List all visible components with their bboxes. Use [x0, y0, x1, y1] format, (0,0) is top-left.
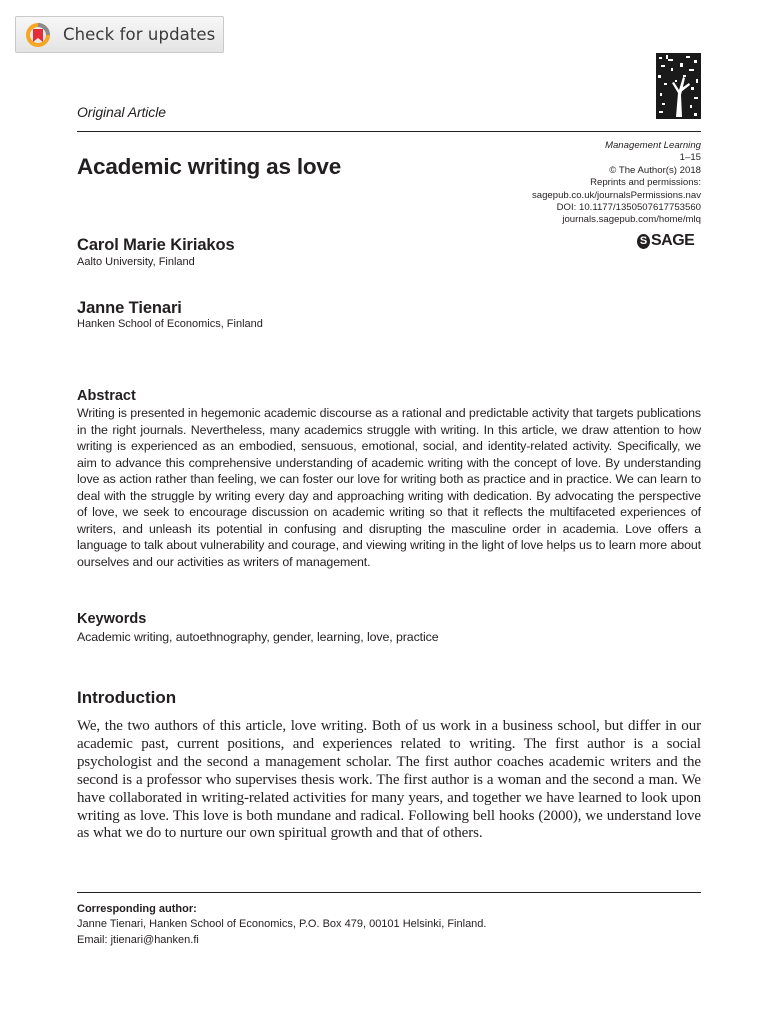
sage-logo: [637, 232, 694, 250]
abstract-text: Writing is presented in hegemonic academic discourse as a rational and predictable activity that targets publications in the right journals. Nevertheless, many academics struggle with writing. In this article, we draw attention to how writing is experienced as an embodied, sensuous, emotional, social, and identity-related activity. Specifically, we aim to advance this comprehensive understanding of academic writing with the concept of love. By understanding love as action rather than feeling, we can foster our love for writing both as practice and in practice. We can learn to deal with the struggle by writing every day and approaching writing with dedication. By advocating the perspective of love, we seek to encourage discussion on academic writing so that it reflects the multifaceted experiences of writers, and unleash its potential in confusing and disrupting the masculine order in academia. Love offers a language to talk about vulnerability and courage, and viewing writing in the light of love helps us to learn more about ourselves and our activities as writers of management.: [77, 406, 701, 569]
article-title: Academic writing as love: [77, 154, 342, 179]
page-range: 1–15: [679, 152, 701, 164]
sage-wordmark: SAGE: [651, 232, 695, 249]
author-name: Carol Marie Kiriakos: [77, 236, 235, 254]
footnote-rule: [77, 892, 701, 893]
keywords-heading: Keywords: [77, 611, 147, 627]
article-type: Original Article: [77, 104, 166, 120]
author-affiliation: Hanken School of Economics, Finland: [77, 318, 263, 330]
corresponding-author-email[interactable]: Email: jtienari@hanken.fi: [77, 933, 199, 946]
journal-seal-image: [656, 53, 701, 119]
crossmark-icon: [25, 22, 51, 48]
reprints-label: Reprints and permissions:: [590, 177, 701, 189]
journal-meta: [441, 140, 701, 227]
check-for-updates-label: Check for updates: [63, 25, 216, 44]
author-name: Janne Tienari: [77, 299, 182, 317]
permissions-link[interactable]: sagepub.co.uk/journalsPermissions.nav: [531, 189, 701, 201]
introduction-heading: Introduction: [77, 688, 177, 707]
journal-homepage-link[interactable]: journals.sagepub.com/home/mlq: [562, 214, 701, 226]
corresponding-author: [77, 902, 486, 948]
abstract-heading: Abstract: [77, 388, 136, 404]
header-rule: [77, 131, 701, 132]
check-for-updates-button[interactable]: [15, 16, 224, 53]
doi[interactable]: DOI: 10.1177/1350507617753560: [556, 202, 701, 214]
author-affiliation: Aalto University, Finland: [77, 256, 195, 268]
copyright: © The Author(s) 2018: [609, 164, 701, 176]
corresponding-author-label: Corresponding author:: [77, 903, 197, 915]
journal-name: Management Learning: [604, 140, 701, 151]
sage-s-icon: S: [637, 234, 650, 249]
introduction-text: We, the two authors of this article, love writing. Both of us work in a business school, but differ in our academic past, current positions, and experiences related to writing. The first author is a social psychologist and the second a management scholar. The first author coaches academic writers and the second is a professor who supervises thesis work. The first author is a woman and the second a man. We have collaborated in writing-related activities for many years, and together we have learned to look upon writing as love. This love is both mundane and radical. Following bell hooks (2000), we understand love as what we do to nurture our own spiritual growth and that of others.: [77, 718, 701, 842]
keywords-text: Academic writing, autoethnography, gender, learning, love, practice: [77, 630, 439, 644]
corresponding-author-address: Janne Tienari, Hanken School of Economics, P.O. Box 479, 00101 Helsinki, Finland.: [77, 918, 487, 931]
